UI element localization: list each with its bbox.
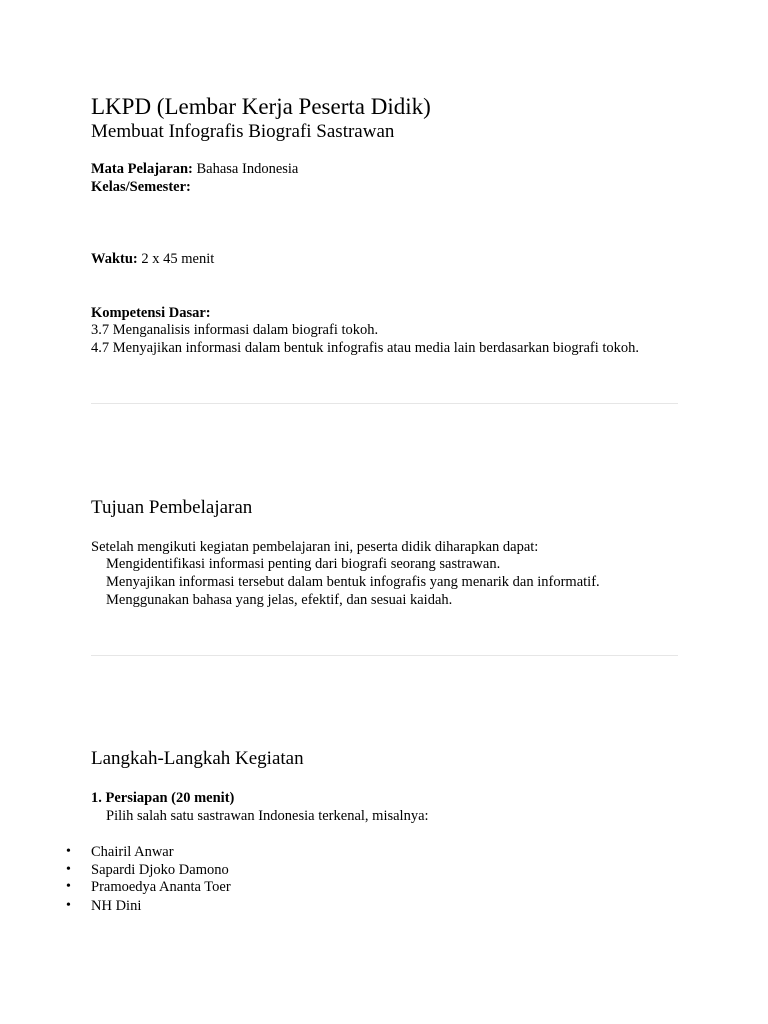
list-bullet: • xyxy=(66,879,71,894)
competency-label: Kompetensi Dasar: xyxy=(91,305,211,321)
document-title: LKPD (Lembar Kerja Peserta Didik) xyxy=(91,94,431,119)
section-divider xyxy=(91,655,678,656)
class-label: Kelas/Semester: xyxy=(91,179,191,195)
time-label: Waktu: xyxy=(91,251,138,267)
section-divider xyxy=(91,403,678,404)
section-heading-langkah: Langkah-Langkah Kegiatan xyxy=(91,748,304,769)
step-1-text: Pilih salah satu sastrawan Indonesia terkenal, misalnya: xyxy=(106,808,429,824)
objective-item: Menyajikan informasi tersebut dalam bentuk infografis yang menarik dan informatif. xyxy=(106,574,600,590)
time-value: 2 x 45 menit xyxy=(141,251,215,267)
list-item: Pramoedya Ananta Toer xyxy=(91,879,231,895)
subject-label: Mata Pelajaran: xyxy=(91,161,193,177)
list-item: Sapardi Djoko Damono xyxy=(91,862,229,878)
time-line xyxy=(91,250,214,268)
class-line xyxy=(91,178,191,196)
objectives-intro: Setelah mengikuti kegiatan pembelajaran ini, peserta didik diharapkan dapat: xyxy=(91,539,539,555)
list-bullet: • xyxy=(66,862,71,877)
competency-item: 3.7 Menganalisis informasi dalam biografi tokoh. xyxy=(91,322,379,338)
subject-value: Bahasa Indonesia xyxy=(196,161,299,177)
step-1-label: 1. Persiapan (20 menit) xyxy=(91,790,235,806)
objective-item: Menggunakan bahasa yang jelas, efektif, dan sesuai kaidah. xyxy=(106,592,453,608)
subject-line xyxy=(91,160,298,178)
document-subtitle: Membuat Infografis Biografi Sastrawan xyxy=(91,121,395,142)
objective-item: Mengidentifikasi informasi penting dari biografi seorang sastrawan. xyxy=(106,556,501,572)
list-bullet: • xyxy=(66,898,71,913)
list-bullet: • xyxy=(66,844,71,859)
list-item: NH Dini xyxy=(91,898,142,914)
section-heading-tujuan: Tujuan Pembelajaran xyxy=(91,497,253,518)
competency-item: 4.7 Menyajikan informasi dalam bentuk infografis atau media lain berdasarkan biografi tokoh. xyxy=(91,340,640,356)
list-item: Chairil Anwar xyxy=(91,844,174,860)
